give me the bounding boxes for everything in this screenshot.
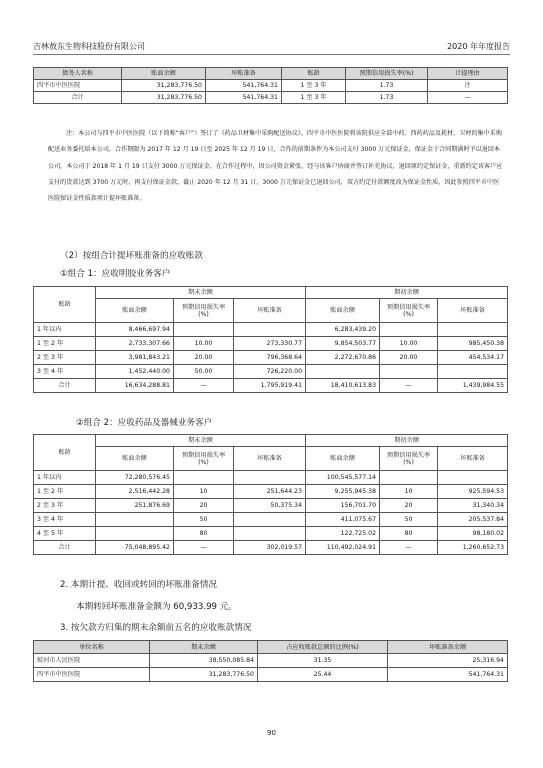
table-cell: 796,368.64 <box>234 351 306 365</box>
table-cell: 122,725.02 <box>306 527 380 541</box>
table-cell <box>234 527 306 541</box>
table-cell: — <box>174 379 234 393</box>
table-cell: 98,180.02 <box>438 527 508 541</box>
table-cell <box>380 471 438 485</box>
footnote: 注：本公司与四平市中医医院（以下简称“客户”）签订了《药品卫材集中采购配送协议》，四平市中医医院将该院供应全部中药、西药药品及耗材、卫材的集中采购配送业务委托给本公司，合作期限为 2017 年 12 月 19 日至 2025 年 12 月 19 日，合作的前期条件为本公司支付 3000 万元保证金，保证金于合同期满时予以退回本公司。本公司于 2018 年 1 月 19 日支付 3000 万元保证金，在合作过程中，因公司资金紧张，经与该客户协商并签订补充协议，退回原约定保证金，重新约定该客户应支付的货款达到 3700 万元时，再支付保证金款。截止 2020 年 12 月 31 日，3000 万元保证金已退回公司，双方约定付款额度改为保证金性质，因此参照四平市中医医院保证金性质款项计提坏账准备。 <box>48 130 503 203</box>
table-cell: 合计 <box>34 541 96 555</box>
header-cell: 期初余额 <box>306 287 508 299</box>
table-row <box>34 541 508 555</box>
header-cell: 账面余额 <box>96 447 174 471</box>
table-row <box>34 379 508 393</box>
table-cell: 四平市中医医院 <box>34 80 122 92</box>
table-row <box>34 80 508 92</box>
table-cell: 3,981,843.21 <box>96 351 174 365</box>
header-cell: 坏账准备 <box>234 447 306 471</box>
table-cell: 10.00 <box>380 337 438 351</box>
header-cell: 账龄 <box>34 435 96 471</box>
table-cell: 2,733,307.66 <box>96 337 174 351</box>
table-cell: 四平市中医医院 <box>34 668 150 682</box>
table-cell: 3 至 4 年 <box>34 513 96 527</box>
section-heading: 3. 按欠款方归集的期末余额前五名的应收账款情况 <box>60 623 252 633</box>
header-cell: 账面余额 <box>96 299 174 323</box>
table-cell <box>234 323 306 337</box>
table-cell: 2 至 3 年 <box>34 351 96 365</box>
table-cell: 72,280,576.45 <box>96 471 174 485</box>
table-row <box>34 471 508 485</box>
table-row <box>34 351 508 365</box>
table-cell: 2,516,442.28 <box>96 485 174 499</box>
table-cell: 75,048,895.42 <box>96 541 174 555</box>
report-title: 2020 年年度报告 <box>447 42 510 51</box>
table-cell: 2,272,670.86 <box>306 351 380 365</box>
table-cell: 1 至 3 年 <box>282 92 346 104</box>
table-cell <box>96 527 174 541</box>
table-cell: 1,795,919.41 <box>234 379 306 393</box>
table-cell: 合计 <box>34 379 96 393</box>
table-header-row <box>34 641 508 654</box>
table-cell: 注 <box>428 80 508 92</box>
table-cell: 541,764.31 <box>206 92 282 104</box>
header-cell: 账龄 <box>34 287 96 323</box>
table-cell: 1 至 2 年 <box>34 337 96 351</box>
table-cell: 31,283,776.50 <box>122 80 206 92</box>
table-cell <box>96 513 174 527</box>
table-cell: 20 <box>174 499 234 513</box>
table-cell: 205,537.84 <box>438 513 508 527</box>
header-cell: 预期信用损失率(%) <box>174 447 234 471</box>
table-cell: 985,450.38 <box>438 337 508 351</box>
table-cell: 1,260,652.73 <box>438 541 508 555</box>
table-cell: 273,330.77 <box>234 337 306 351</box>
table-row <box>34 323 508 337</box>
table-cell: — <box>174 541 234 555</box>
header-cell: 预期信用损失率(%) <box>174 299 234 323</box>
table-cell: 302,019.57 <box>234 541 306 555</box>
table-header-row <box>34 299 508 323</box>
page-number: 90 <box>267 729 276 737</box>
header-cell: 期末余额 <box>96 435 306 447</box>
table-cell: 1.73 <box>346 92 428 104</box>
header-cell: 坏账准备 <box>234 299 306 323</box>
table-cell: 10 <box>380 485 438 499</box>
table-cell: 1,452,440.00 <box>96 365 174 379</box>
table-row <box>34 365 508 379</box>
table-cell: 9,854,503.77 <box>306 337 380 351</box>
table-cell: 16,634,288.81 <box>96 379 174 393</box>
section-title: （2）按组合计提坏账准备的应收账款 <box>60 251 203 261</box>
table-cell: 31,340.34 <box>438 499 508 513</box>
header-cell: 账面余额 <box>306 299 380 323</box>
table-row <box>34 485 508 499</box>
table-cell: 2 至 3 年 <box>34 499 96 513</box>
table-cell: 541,764.31 <box>388 668 508 682</box>
section-body: 本期转回坏账准备金额为 60,933.99 元。 <box>76 602 237 612</box>
table-row <box>34 513 508 527</box>
header-cell: 占应收账款总额的比例(%) <box>258 641 388 654</box>
table-cell: 31,283,776.50 <box>150 668 258 682</box>
table-cell: 10 <box>174 485 234 499</box>
group2-title: ②组合 2：应收药品及器械业务客户 <box>76 418 213 428</box>
table-cell: 251,644.23 <box>234 485 306 499</box>
table-cell: 3 至 4 年 <box>34 365 96 379</box>
table-cell: 1 至 3 年 <box>282 80 346 92</box>
header-cell: 期末余额 <box>150 641 258 654</box>
table-cell <box>438 471 508 485</box>
header-cell: 账面余额 <box>122 68 206 80</box>
table-cell: 蛟河市人民医院 <box>34 654 150 668</box>
table-cell: 251,876.69 <box>96 499 174 513</box>
table-cell: 合计 <box>34 92 122 104</box>
header-cell: 坏账准备 <box>206 68 282 80</box>
table-row <box>34 499 508 513</box>
section-heading: 2. 本期计提、收回或转回的坏账准备情况 <box>60 580 218 590</box>
table-cell: 38,550,085.84 <box>150 654 258 668</box>
table-cell: 1.73 <box>346 80 428 92</box>
table-cell: 20.00 <box>174 351 234 365</box>
table-cell: 50,375.34 <box>234 499 306 513</box>
table-cell: 25,316.94 <box>388 654 508 668</box>
table-cell: 10.00 <box>174 337 234 351</box>
table-cell <box>438 365 508 379</box>
table-cell: — <box>380 541 438 555</box>
header-cell: 期初余额 <box>306 435 508 447</box>
table-cell: 100,545,577.14 <box>306 471 380 485</box>
header-cell: 计提理由 <box>428 68 508 80</box>
header-cell: 坏账准备余额 <box>388 641 508 654</box>
table-cell: 726,220.00 <box>234 365 306 379</box>
table-cell: 50 <box>380 513 438 527</box>
page-header <box>33 40 510 55</box>
header-cell: 单位名称 <box>34 641 150 654</box>
table-cell: 1 年以内 <box>34 471 96 485</box>
debtor-table <box>33 67 508 104</box>
group1-table <box>33 286 508 393</box>
table-row <box>34 337 508 351</box>
header-cell: 账龄 <box>282 68 346 80</box>
group1-title: ①组合 1：应收明胶业务客户 <box>60 269 171 279</box>
table-cell: 8,466,697.94 <box>96 323 174 337</box>
header-cell: 预期信用损失率(%) <box>380 447 438 471</box>
table-cell: 50.00 <box>174 365 234 379</box>
table-row <box>34 654 508 668</box>
table-cell: 110,492,024.91 <box>306 541 380 555</box>
header-cell: 账面余额 <box>306 447 380 471</box>
table-cell: 20.00 <box>380 351 438 365</box>
table-row <box>34 92 508 104</box>
header-cell: 坏账准备 <box>438 299 508 323</box>
table-cell: 4 至 5 年 <box>34 527 96 541</box>
header-cell: 期末余额 <box>96 287 306 299</box>
header-cell: 预期信用损失率(%) <box>380 299 438 323</box>
table-cell: 1 至 2 年 <box>34 485 96 499</box>
table-cell: 31,283,776.50 <box>122 92 206 104</box>
table-cell: 1 年以内 <box>34 323 96 337</box>
table-row <box>34 527 508 541</box>
group2-table <box>33 434 508 555</box>
table-cell <box>306 365 380 379</box>
table-cell <box>234 471 306 485</box>
table-cell <box>234 513 306 527</box>
table-cell <box>380 323 438 337</box>
table-cell <box>174 323 234 337</box>
top5-table <box>33 640 508 682</box>
table-cell: 20 <box>380 499 438 513</box>
table-header-row <box>34 447 508 471</box>
table-cell <box>380 365 438 379</box>
table-header-row <box>34 435 508 447</box>
table-cell: 25.44 <box>258 668 388 682</box>
table-cell: 18,410,613.83 <box>306 379 380 393</box>
header-cell: 债务人名称 <box>34 68 122 80</box>
table-cell: 50 <box>174 513 234 527</box>
table-cell: 411,075.67 <box>306 513 380 527</box>
table-cell: 31.35 <box>258 654 388 668</box>
company-name: 吉林敖东生物科技股份有限公司 <box>33 42 145 51</box>
table-cell: 156,701.70 <box>306 499 380 513</box>
table-cell: 541,764.31 <box>206 80 282 92</box>
table-cell: — <box>428 92 508 104</box>
table-cell <box>174 471 234 485</box>
table-cell: 80 <box>380 527 438 541</box>
table-cell: 6,283,439.20 <box>306 323 380 337</box>
header-cell: 坏账准备 <box>438 447 508 471</box>
table-cell: 454,534.17 <box>438 351 508 365</box>
table-cell: 9,255,945.38 <box>306 485 380 499</box>
table-header-row <box>34 68 508 80</box>
table-row <box>34 668 508 682</box>
table-header-row <box>34 287 508 299</box>
table-cell: — <box>380 379 438 393</box>
table-cell: 80 <box>174 527 234 541</box>
header-cell: 预期信用损失率(%) <box>346 68 428 80</box>
table-cell <box>438 323 508 337</box>
table-cell: 1,439,984.55 <box>438 379 508 393</box>
table-cell: 925,594.53 <box>438 485 508 499</box>
